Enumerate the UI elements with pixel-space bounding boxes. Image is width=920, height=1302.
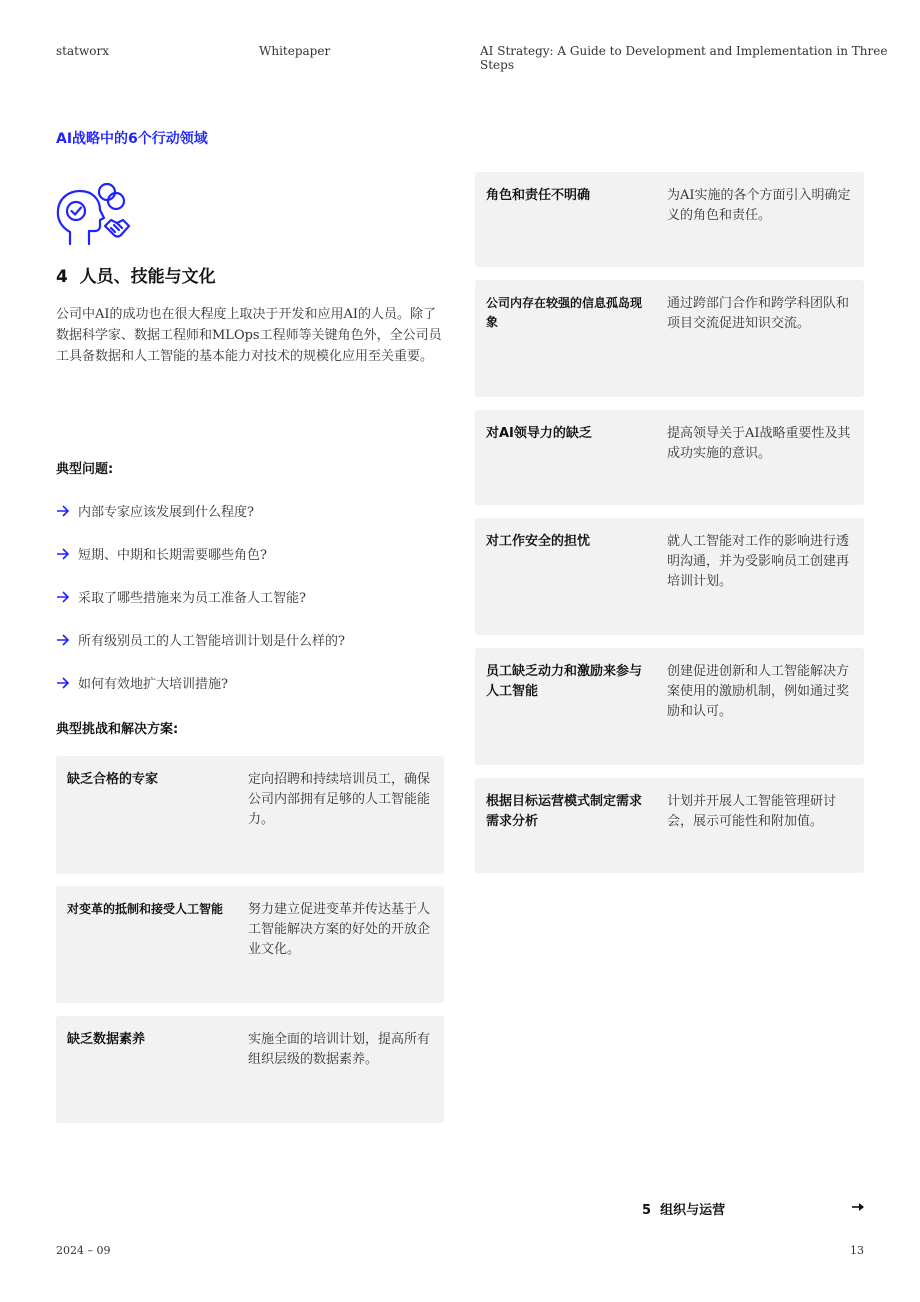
intro-paragraph: 公司中AI的成功也在很大程度上取决于开发和应用AI的人员。除了数据科学家、数据工程师和MLOps工程师等关键角色外，全公司员工具备数据和人工智能的基本能力对技术的规模化应用至关重要。	[56, 307, 442, 364]
challenge-card	[475, 172, 864, 267]
challenge-card	[475, 518, 864, 635]
question-item	[56, 673, 228, 692]
question-item	[56, 630, 345, 649]
question-text: 所有级别员工的人工智能培训计划是什么样的?	[78, 634, 345, 649]
challenge-title: 缺乏数据素养	[67, 1032, 146, 1047]
solution-text: 提高领导关于AI战略重要性及其成功实施的意识。	[667, 426, 851, 461]
solution-text: 就人工智能对工作的影响进行透明沟通，并为受影响员工创建再培训计划。	[667, 534, 850, 589]
challenge-card	[475, 410, 864, 505]
solution-text: 为AI实施的各个方面引入明确定义的角色和责任。	[667, 188, 851, 223]
challenge-card	[56, 886, 444, 1003]
solution-text: 定向招聘和持续培训员工，确保公司内部拥有足够的人工智能能力。	[248, 772, 431, 827]
solution-text: 通过跨部门合作和跨学科团队和项目交流促进知识交流。	[667, 296, 850, 331]
header-doc-type: Whitepaper	[259, 44, 331, 58]
section-label: AI战略中的6个行动领域	[56, 131, 208, 147]
header-doc-title: AI Strategy: A Guide to Development and Implementation in Three Steps	[480, 44, 888, 72]
question-text: 如何有效地扩大培训措施?	[78, 677, 228, 692]
challenge-card	[475, 778, 864, 873]
question-text: 采取了哪些措施来为员工准备人工智能?	[78, 591, 306, 606]
challenge-card	[56, 1016, 444, 1123]
challenge-title: 对AI领导力的缺乏	[486, 426, 592, 441]
arrow-right-icon	[56, 677, 70, 689]
question-item	[56, 544, 267, 563]
section-heading: 4 人员、技能与文化	[56, 267, 216, 287]
solution-text: 计划并开展人工智能管理研讨会，展示可能性和附加值。	[667, 794, 837, 829]
people-skills-culture-icon	[56, 182, 132, 248]
challenge-card	[56, 756, 444, 874]
question-text: 内部专家应该发展到什么程度?	[78, 505, 254, 520]
next-section-link[interactable]: 5 组织与运营	[642, 1203, 726, 1218]
challenge-title: 根据目标运营模式制定需求需求分析	[486, 794, 643, 829]
challenge-title: 员工缺乏动力和激励来参与人工智能	[486, 664, 643, 699]
header-brand: statworx	[56, 44, 109, 58]
question-text: 短期、中期和长期需要哪些角色?	[78, 548, 267, 563]
typical-questions-label: 典型问题:	[56, 462, 114, 477]
solution-text: 努力建立促进变革并传达基于人工智能解决方案的好处的开放企业文化。	[248, 902, 431, 957]
challenge-title: 公司内存在较强的信息孤岛现象	[486, 296, 643, 329]
solution-text: 创建促进创新和人工智能解决方案使用的激励机制，例如通过奖励和认可。	[667, 664, 850, 719]
challenge-title: 角色和责任不明确	[486, 188, 591, 203]
challenge-card	[475, 648, 864, 765]
arrow-right-icon	[56, 548, 70, 560]
challenge-title: 对变革的抵制和接受人工智能	[67, 902, 224, 916]
challenges-label: 典型挑战和解决方案:	[56, 722, 179, 737]
page-number: 13	[850, 1244, 864, 1257]
challenge-title: 缺乏合格的专家	[67, 772, 159, 787]
arrow-right-icon	[56, 634, 70, 646]
footer-date: 2024 – 09	[56, 1244, 111, 1257]
arrow-right-icon	[56, 591, 70, 603]
question-item	[56, 501, 254, 520]
challenge-card	[475, 280, 864, 397]
arrow-right-icon[interactable]	[851, 1201, 865, 1213]
question-item	[56, 587, 306, 606]
challenge-title: 对工作安全的担忧	[486, 534, 591, 549]
solution-text: 实施全面的培训计划，提高所有组织层级的数据素养。	[248, 1032, 431, 1067]
arrow-right-icon	[56, 505, 70, 517]
